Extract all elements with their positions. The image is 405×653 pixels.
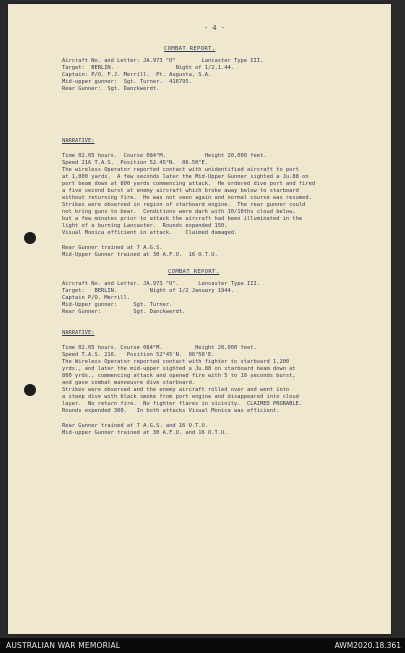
narrative-line: Time 02.05 hours. Course 084°M. Height 20,000 feet. [62,345,257,351]
archive-footer [0,638,405,653]
narrative-line: Strikes were observed in region of starboard engine. The rear gunner could [62,202,306,208]
narrative-line: Speed T.A.S. 216. Position 52°45'N. 06°50'E. [62,352,215,358]
narrative-line: layer. No return fire. No fighter flares in vicinity. CLAIMED PROBABLE. [62,401,303,407]
narrative-line: not bring guns to bear. Conditions were dark with 10/10ths cloud below, [62,209,296,215]
report-1-title: COMBAT REPORT. [164,46,216,52]
narrative-line: a steep dive with black smoke from port engine and disappeared into cloud [62,394,299,400]
header-line: Aircraft No. and Letter: JA.973 "O" Lancaster Type III. [62,58,264,64]
narrative-line: Strikes were observed and the enemy aircraft rolled over and went into [62,387,290,393]
header-line: Target: BERLIN. Night of 1/2.1.44. [62,65,235,71]
report-2-header [62,281,362,316]
narrative-line: Speed 216 T.A.S. Position 52.45°N. 06.50°E. [62,160,209,166]
narrative-line: Rounds expended 300. In both attacks Visual Monica was efficient. [62,408,280,414]
header-line: Captain: P/O. F.J. Merrill. Pt. Augusta, S.A. [62,72,212,78]
header-line: Captain P/O. Merrill. [62,295,131,301]
header-line: Mid-upper gunner: Sgt. Turner. 416795. [62,79,192,85]
narrative-line: at 1,000 yards. A few seconds later the Mid-Upper Gunner sighted a Ju.88 on [62,174,309,180]
punch-hole [24,232,36,244]
narrative-line: a five second burst at enemy aircraft which broke away below to starboard [62,188,299,194]
narrative-heading: NARRATIVE: [62,330,95,336]
institution-label: AUSTRALIAN WAR MEMORIAL [6,641,121,650]
header-line: Aircraft No. and Letter. JA.973 "O". Lancaster Type III. [62,281,260,287]
training-line: Mid-upper Gunner trained at 30 A.F.U. and 16 O.T.U. [62,430,228,436]
narrative-line: The Wireless Operator reported contact with fighter to starboard 1,200 [62,359,290,365]
narrative-line: port beam down at 800 yards commencing attack. He ordered dive port and fired [62,181,316,187]
report-1-header [62,58,362,93]
report-1-narrative [62,138,362,259]
page-number: - 4 - [204,24,226,32]
document-page [8,4,391,634]
punch-hole [24,384,36,396]
training-line: Rear Gunner trained at 7 A.G.S. and 16 O.T.U. [62,423,209,429]
narrative-line: without returning fire. He was not seen again and normal course was resumed. [62,195,312,201]
header-line: Rear Gunner: Sgt. Danckwerdt. [62,86,160,92]
training-line: Mid-Upper Gunner trained at 30 A.F.U. 16 O.T.U. [62,252,218,258]
accession-number: AWM2020.18.361 [334,641,401,650]
header-line: Target: BERLIN. Night of 1/2 January 1944. [62,288,235,294]
narrative-heading: NARRATIVE: [62,138,95,144]
header-line: Rear Gunner: Sgt. Danckwerdt. [62,309,186,315]
narrative-line: Time 02.05 hours. Course 084°M. Height 20,000 feet. [62,153,267,159]
header-line: Mid-Upper gunner: Sgt. Turner. [62,302,173,308]
training-line: Rear Gunner trained at 7 A.G.S. [62,245,163,251]
narrative-line: and gave combat manoeuvre dive starboard. [62,380,196,386]
narrative-line: light of a burning Lancaster. Rounds expended 150. [62,223,228,229]
report-2-title: COMBAT REPORT. [168,269,220,275]
narrative-line: but a few minutes prior to attack the aircraft had been illuminated in the [62,216,303,222]
narrative-line: 800 yrds., commencing attack and opened fire with 5 to 10 seconds burst, [62,373,296,379]
report-2-narrative [62,330,362,437]
narrative-line: The wireless Operator reported contact with unidentified aircraft to port [62,167,299,173]
narrative-line: yrds., and later the mid-upper sighted a Ju.88 on starboard beam down at [62,366,296,372]
narrative-line: Visual Monica efficient in attack. Claimed damaged. [62,230,238,236]
